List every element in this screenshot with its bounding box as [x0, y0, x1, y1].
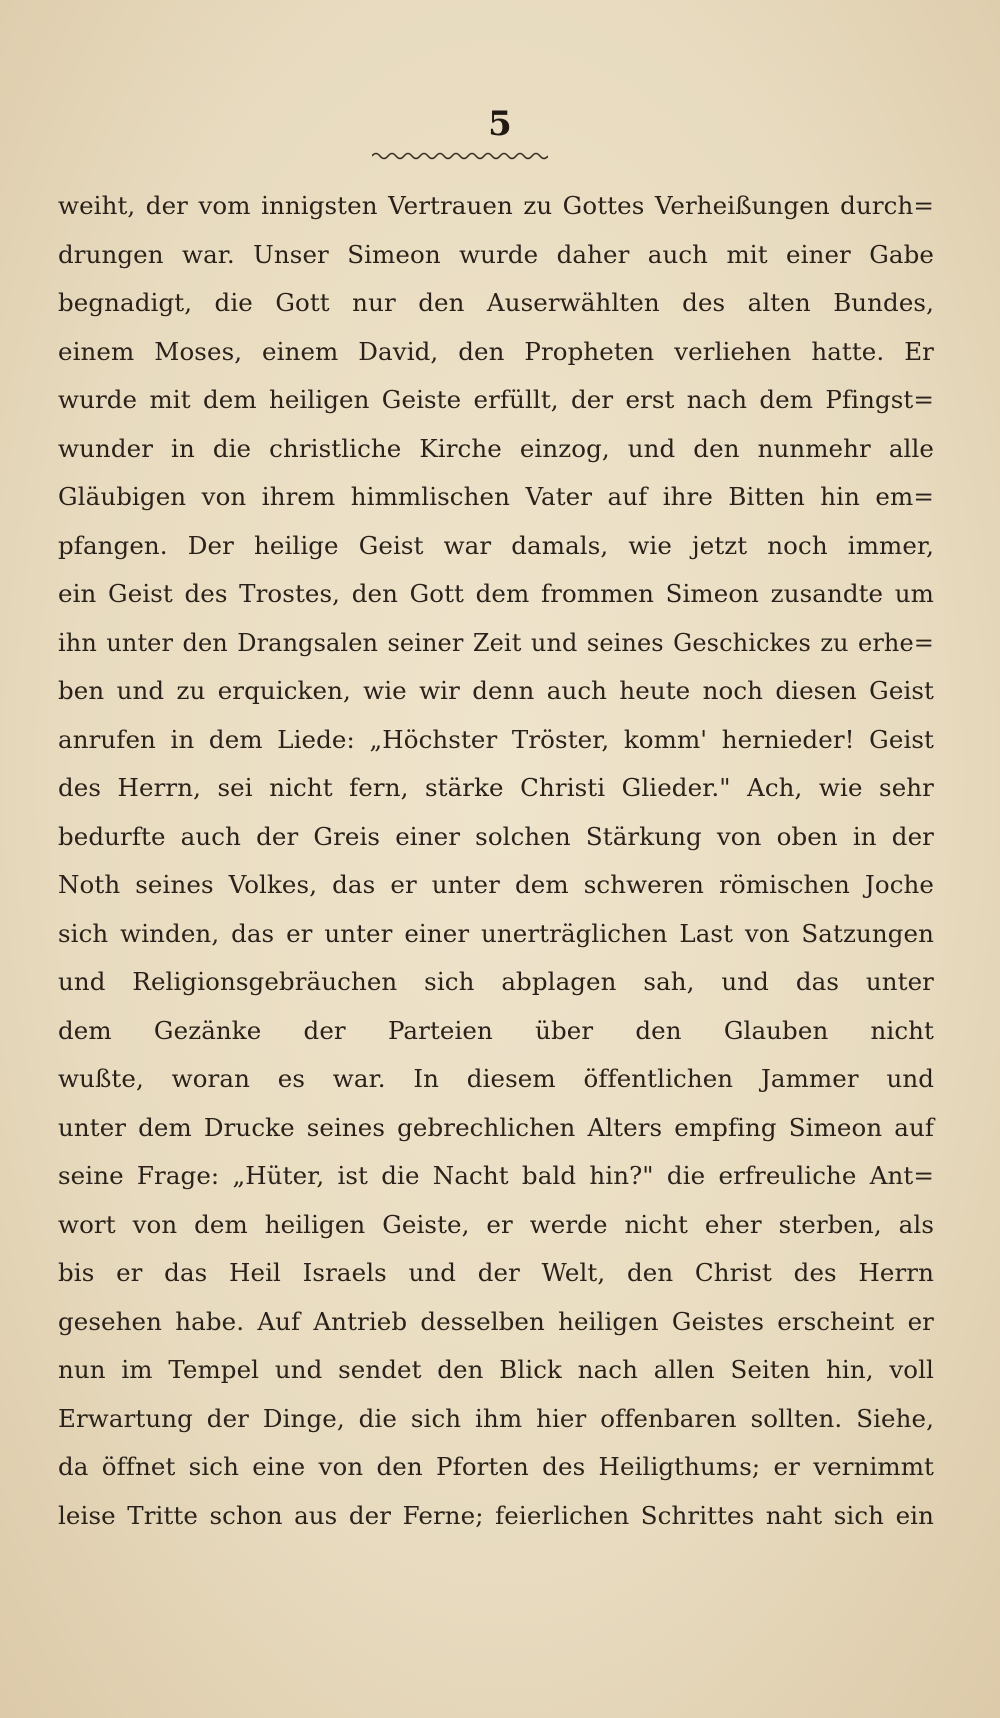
- text-line: wußte, woran es war. In diesem öffentlichen Jammer und: [58, 1064, 934, 1093]
- text-line: wunder in die christliche Kirche einzog, und den nunmehr alle: [58, 433, 934, 463]
- text-line: des Herrn, sei nicht fern, stärke Christi Glieder." Ach, wie sehr: [58, 773, 934, 802]
- text-line: begnadigt, die Gott nur den Auserwählten des alten Bundes,: [58, 288, 934, 317]
- page-number: 5: [488, 104, 512, 144]
- text-line: sich winden, das er unter einer unerträglichen Last von Satzungen: [58, 918, 934, 948]
- text-line: pfangen. Der heilige Geist war damals, wie jetzt noch immer,: [58, 530, 934, 560]
- text-line: wort von dem heiligen Geiste, er werde nicht eher sterben, als: [58, 1209, 934, 1239]
- text-line: gesehen habe. Auf Antrieb desselben heiligen Geistes erscheint er: [58, 1306, 934, 1336]
- text-line: und Religionsgebräuchen sich abplagen sah, und das unter: [58, 967, 934, 996]
- text-line: einem Moses, einem David, den Propheten verliehen hatte. Er: [58, 336, 934, 366]
- text-line: weiht, der vom innigsten Vertrauen zu Gottes Verheißungen durch=: [58, 191, 934, 220]
- wavy-rule-ornament: [372, 150, 548, 162]
- text-line: seine Frage: „Hüter, ist die Nacht bald hin?" die erfreuliche Ant=: [58, 1161, 934, 1190]
- text-line: ihn unter den Drangsalen seiner Zeit und seines Geschickes zu erhe=: [58, 628, 934, 657]
- text-line: Erwartung der Dinge, die sich ihm hier offenbaren sollten. Siehe,: [58, 1403, 934, 1433]
- text-line: anrufen in dem Liede: „Höchster Tröster, komm' hernieder! Geist: [58, 724, 934, 754]
- text-line: wurde mit dem heiligen Geiste erfüllt, der erst nach dem Pfingst=: [58, 385, 934, 414]
- text-line: unter dem Drucke seines gebrechlichen Alters empfing Simeon auf: [58, 1112, 934, 1142]
- text-line: bedurfte auch der Greis einer solchen Stärkung von oben in der: [58, 821, 934, 851]
- text-line: ein Geist des Trostes, den Gott dem frommen Simeon zusandte um: [58, 579, 934, 608]
- text-line: Gläubigen von ihrem himmlischen Vater auf ihre Bitten hin em=: [58, 482, 934, 511]
- text-line: drungen war. Unser Simeon wurde daher auch mit einer Gabe: [58, 239, 934, 269]
- text-line: dem Gezänke der Parteien über den Glauben nicht: [58, 1015, 934, 1045]
- text-line: leise Tritte schon aus der Ferne; feierlichen Schrittes naht sich ein: [58, 1500, 934, 1530]
- text-line: nun im Tempel und sendet den Blick nach allen Seiten hin, voll: [58, 1355, 934, 1384]
- text-line: bis er das Heil Israels und der Welt, den Christ des Herrn: [58, 1258, 934, 1287]
- text-line: da öffnet sich eine von den Pforten des Heiligthums; er vernimmt: [58, 1452, 934, 1481]
- body-text: [58, 182, 934, 1540]
- text-line: ben und zu erquicken, wie wir denn auch heute noch diesen Geist: [58, 676, 934, 705]
- text-line: Noth seines Volkes, das er unter dem schweren römischen Joche: [58, 870, 934, 899]
